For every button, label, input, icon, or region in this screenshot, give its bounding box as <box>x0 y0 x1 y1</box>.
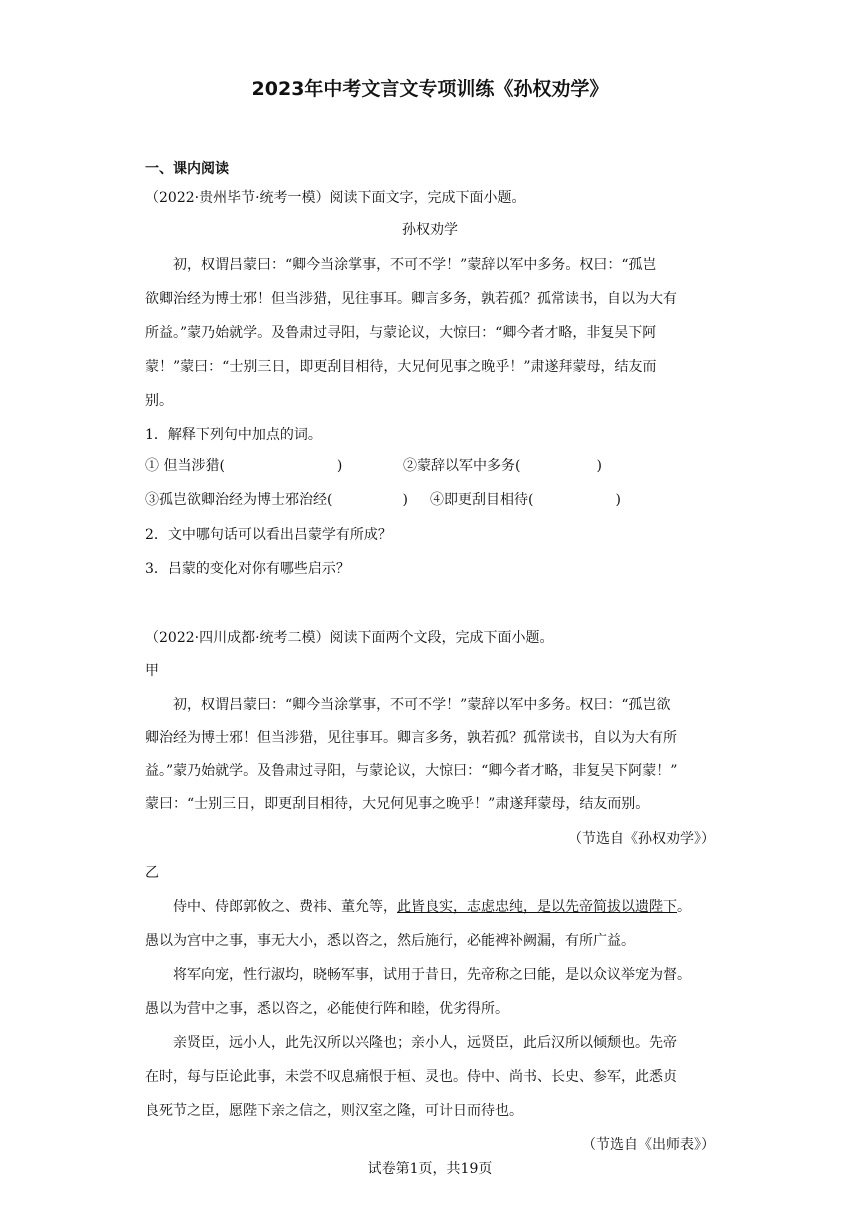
passage-line: 良死节之臣，愿陛下亲之信之，则汉室之隆，可计日而待也。 <box>145 1103 523 1119</box>
passage-line: 初，权谓吕蒙曰：“卿今当涂掌事，不可不学！”蒙辞以军中多务。权曰：“孤岂 <box>173 257 657 273</box>
item-c-label: ③孤岂欲卿治经为博士邪治经( <box>145 492 333 508</box>
passage-line: 卿治经为博士邪！但当涉猎，见往事耳。卿言多务，孰若孤？孤常读书，自以为大有所 <box>145 730 677 746</box>
passage-title: 孙权劝学 <box>402 222 458 238</box>
yi-text: 侍中、侍郎郭攸之、费祎、董允等， <box>173 899 397 915</box>
yi-text: 。 <box>677 899 691 915</box>
section-heading-1: 一、课内阅读 <box>145 161 229 177</box>
item-b-close: ) <box>596 458 602 474</box>
item-a-close: ) <box>336 458 343 474</box>
passage-line: 初，权谓吕蒙曰：“卿今当涂掌事，不可不学！”蒙辞以军中多务。权曰：“孤岂欲 <box>173 697 671 713</box>
question-1-item-b <box>403 455 602 475</box>
document-title: 2023年中考文言文专项训练《孙权劝学》 <box>251 78 609 100</box>
question-source-2: （2022·四川成都·统考二模）阅读下面两个文段，完成下面小题。 <box>145 630 554 646</box>
question-3: 3．吕蒙的变化对你有哪些启示？ <box>145 561 350 577</box>
source-citation-yi: （节选自《出师表》） <box>582 1137 715 1153</box>
passage-line: 益。”蒙乃始就学。及鲁肃过寻阳，与蒙论议，大惊曰：“卿今者才略，非复吴下阿蒙！” <box>145 763 678 779</box>
source-citation-jia: （节选自《孙权劝学》） <box>568 831 715 847</box>
question-2: 2．文中哪句话可以看出吕蒙学有所成？ <box>145 527 392 543</box>
question-1-item-a <box>145 455 342 475</box>
question-1: 1．解释下列句中加点的词。 <box>145 427 322 443</box>
passage-line: 蒙！”蒙曰：“士别三日，即更刮目相待，大兄何见事之晚乎！”肃遂拜蒙母，结友而 <box>145 359 657 375</box>
question-source-1: （2022·贵州毕节·统考一模）阅读下面文字，完成下面小题。 <box>145 190 526 206</box>
item-d-label: ④即更刮目相待( <box>430 492 534 508</box>
passage-line: 愚以为营中之事，悉以咨之，必能使行阵和睦，优劣得所。 <box>145 1001 509 1017</box>
passage-line: 在时，每与臣论此事，未尝不叹息痛恨于桓、灵也。侍中、尚书、长史、参军，此悉贞 <box>145 1069 677 1085</box>
passage-line: 所益。”蒙乃始就学。及鲁肃过寻阳，与蒙论议，大惊曰：“卿今者才略，非复吴下阿 <box>145 325 657 341</box>
question-1-item-d <box>430 489 621 509</box>
passage-line: 欲卿治经为博士邪！但当涉猎，见往事耳。卿言多务，孰若孤？孤常读书，自以为大有 <box>145 291 677 307</box>
passage-line <box>173 896 691 916</box>
passage-label-yi: 乙 <box>145 865 159 881</box>
page-footer: 试卷第1页，共19页 <box>367 1161 493 1177</box>
passage-line: 亲贤臣，远小人，此先汉所以兴隆也；亲小人，远贤臣，此后汉所以倾颓也。先帝 <box>173 1035 677 1051</box>
item-a-label: ① 但当涉猎( <box>145 458 225 474</box>
underlined-sentence: 此皆良实，志虑忠纯，是以先帝简拔以遗陛下 <box>397 899 677 915</box>
passage-line: 将军向宠，性行淑均，晓畅军事，试用于昔日，先帝称之曰能，是以众议举宠为督。 <box>173 967 691 983</box>
item-c-close: ) <box>402 492 408 508</box>
item-d-close: ) <box>615 492 621 508</box>
passage-line: 别。 <box>145 393 173 409</box>
passage-line: 愚以为宫中之事，事无大小，悉以咨之，然后施行，必能裨补阙漏，有所广益。 <box>145 933 635 949</box>
item-b-label: ②蒙辞以军中多务( <box>403 458 521 474</box>
passage-line: 蒙曰：“士别三日，即更刮目相待，大兄何见事之晚乎！”肃遂拜蒙母，结友而别。 <box>145 796 650 812</box>
passage-label-jia: 甲 <box>145 663 159 679</box>
question-1-item-c <box>145 489 408 509</box>
